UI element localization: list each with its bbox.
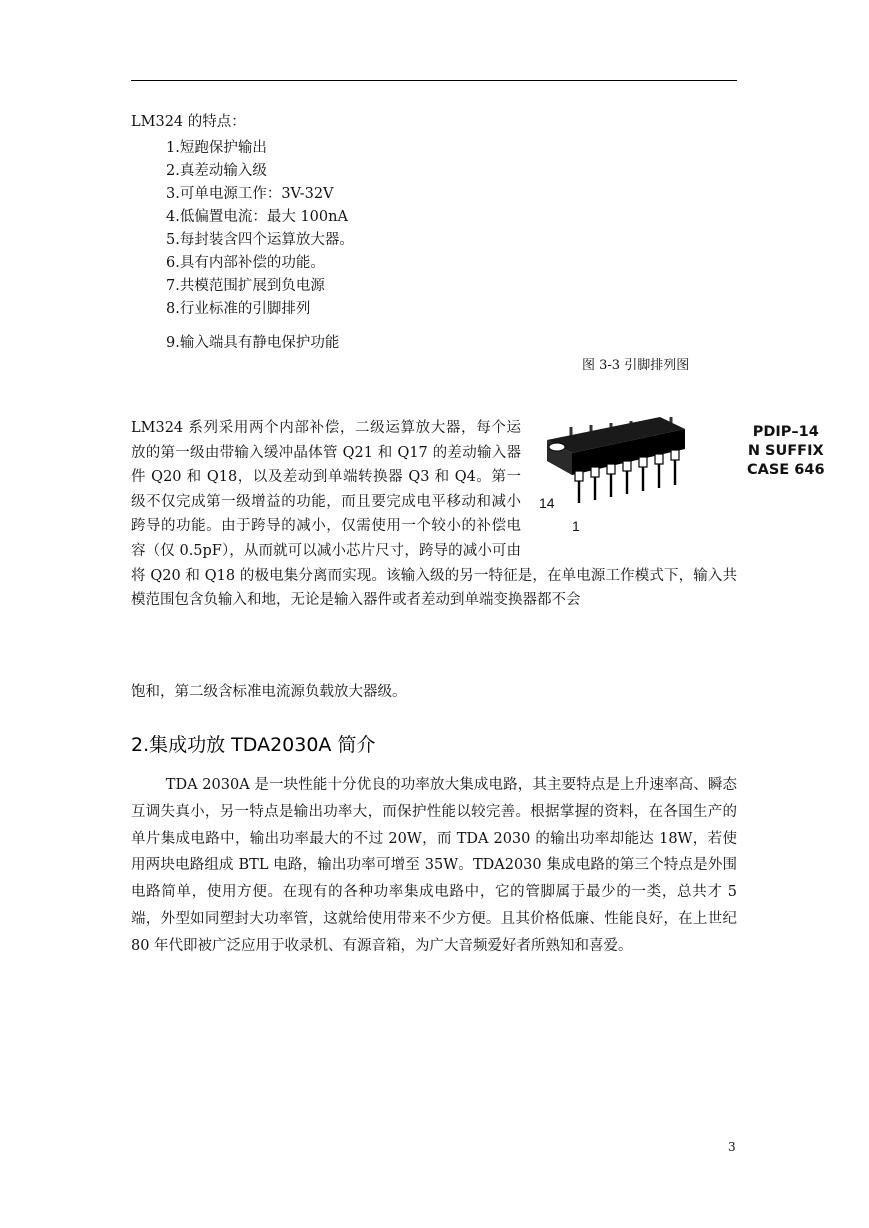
feature-list xyxy=(166,137,354,353)
section-heading-tda2030a: 2.集成功放 TDA2030A 简介 xyxy=(131,734,376,756)
package-label-line: PDIP–14 xyxy=(752,424,819,440)
lm324-paragraph-text: LM324 系列采用两个内部补偿，二级运算放大器，每个运放的第一级由带输入缓冲晶体管 Q21 和 Q17 的差动输入器件 Q20 和 Q18，以及差动到单端转换器 Q3 和 Q4。第一级不仅完成第一级增益的功能，而且要完成电平移动和减小跨导的功能。由于跨导的减小，仅需使用一个较小的补偿电容（仅 0.5pF），从而就可以减小芯片尺寸，跨导的减小可由将 Q20 和 Q18 的极电集分离而实现。该输入级的另一特征是，在单电源工作模式下，输入共模范围包含负输入和地，无论是输入器件或者差动到单端变换器都不会 xyxy=(131,420,737,609)
feature-item: 5.每封装含四个运算放大器。 xyxy=(166,232,354,248)
pdip14-figure xyxy=(535,405,835,540)
package-label-line: CASE 646 xyxy=(747,462,825,478)
figure-caption: 图 3-3 引脚排列图 xyxy=(582,358,690,373)
feature-item: 9.输入端具有静电保护功能 xyxy=(166,335,340,351)
lm324-paragraph-tail: 饱和，第二级含标准电流源负载放大器级。 xyxy=(131,684,407,700)
feature-item: 8.行业标准的引脚排列 xyxy=(166,301,311,317)
feature-item: 4.低偏置电流：最大 100nA xyxy=(166,209,348,225)
page-number: 3 xyxy=(728,1140,736,1154)
feature-item: 3.可单电源工作：3V-32V xyxy=(166,186,334,202)
feature-item: 2.真差动输入级 xyxy=(166,163,267,179)
pin-1-label: 1 xyxy=(572,518,580,534)
package-label xyxy=(747,423,825,480)
dip-package-illustration xyxy=(535,405,745,540)
feature-item: 7.共模范围扩展到负电源 xyxy=(166,278,325,294)
package-label-line: N SUFFIX xyxy=(747,443,824,459)
feature-item: 6.具有内部补偿的功能。 xyxy=(166,255,325,271)
header-rule xyxy=(131,80,737,81)
section-title: LM324 的特点： xyxy=(131,114,246,130)
feature-item: 1.短跑保护输出 xyxy=(166,140,267,156)
pin-14-label: 14 xyxy=(539,495,555,511)
tda2030a-paragraph: TDA 2030A 是一块性能十分优良的功率放大集成电路，其主要特点是上升速率高、瞬态互调失真小，另一特点是输出功率大，而保护性能以较完善。根据掌握的资料，在各国生产的单片集成电路中，输出功率最大的不过 20W，而 TDA 2030 的输出功率却能达 18W，若使用两块电路组成 BTL 电路，输出功率可增至 35W。TDA2030 集成电路的第三个特点是外围电路简单，使用方便。在现有的各种功率集成电路中，它的管脚属于最少的一类，总共才 5 端，外型如同塑封大功率管，这就给使用带来不少方便。且其价格低廉、性能良好，在上世纪 80 年代即被广泛应用于收录机、有源音箱，为广大音频爱好者所熟知和喜爱。 xyxy=(131,777,737,954)
